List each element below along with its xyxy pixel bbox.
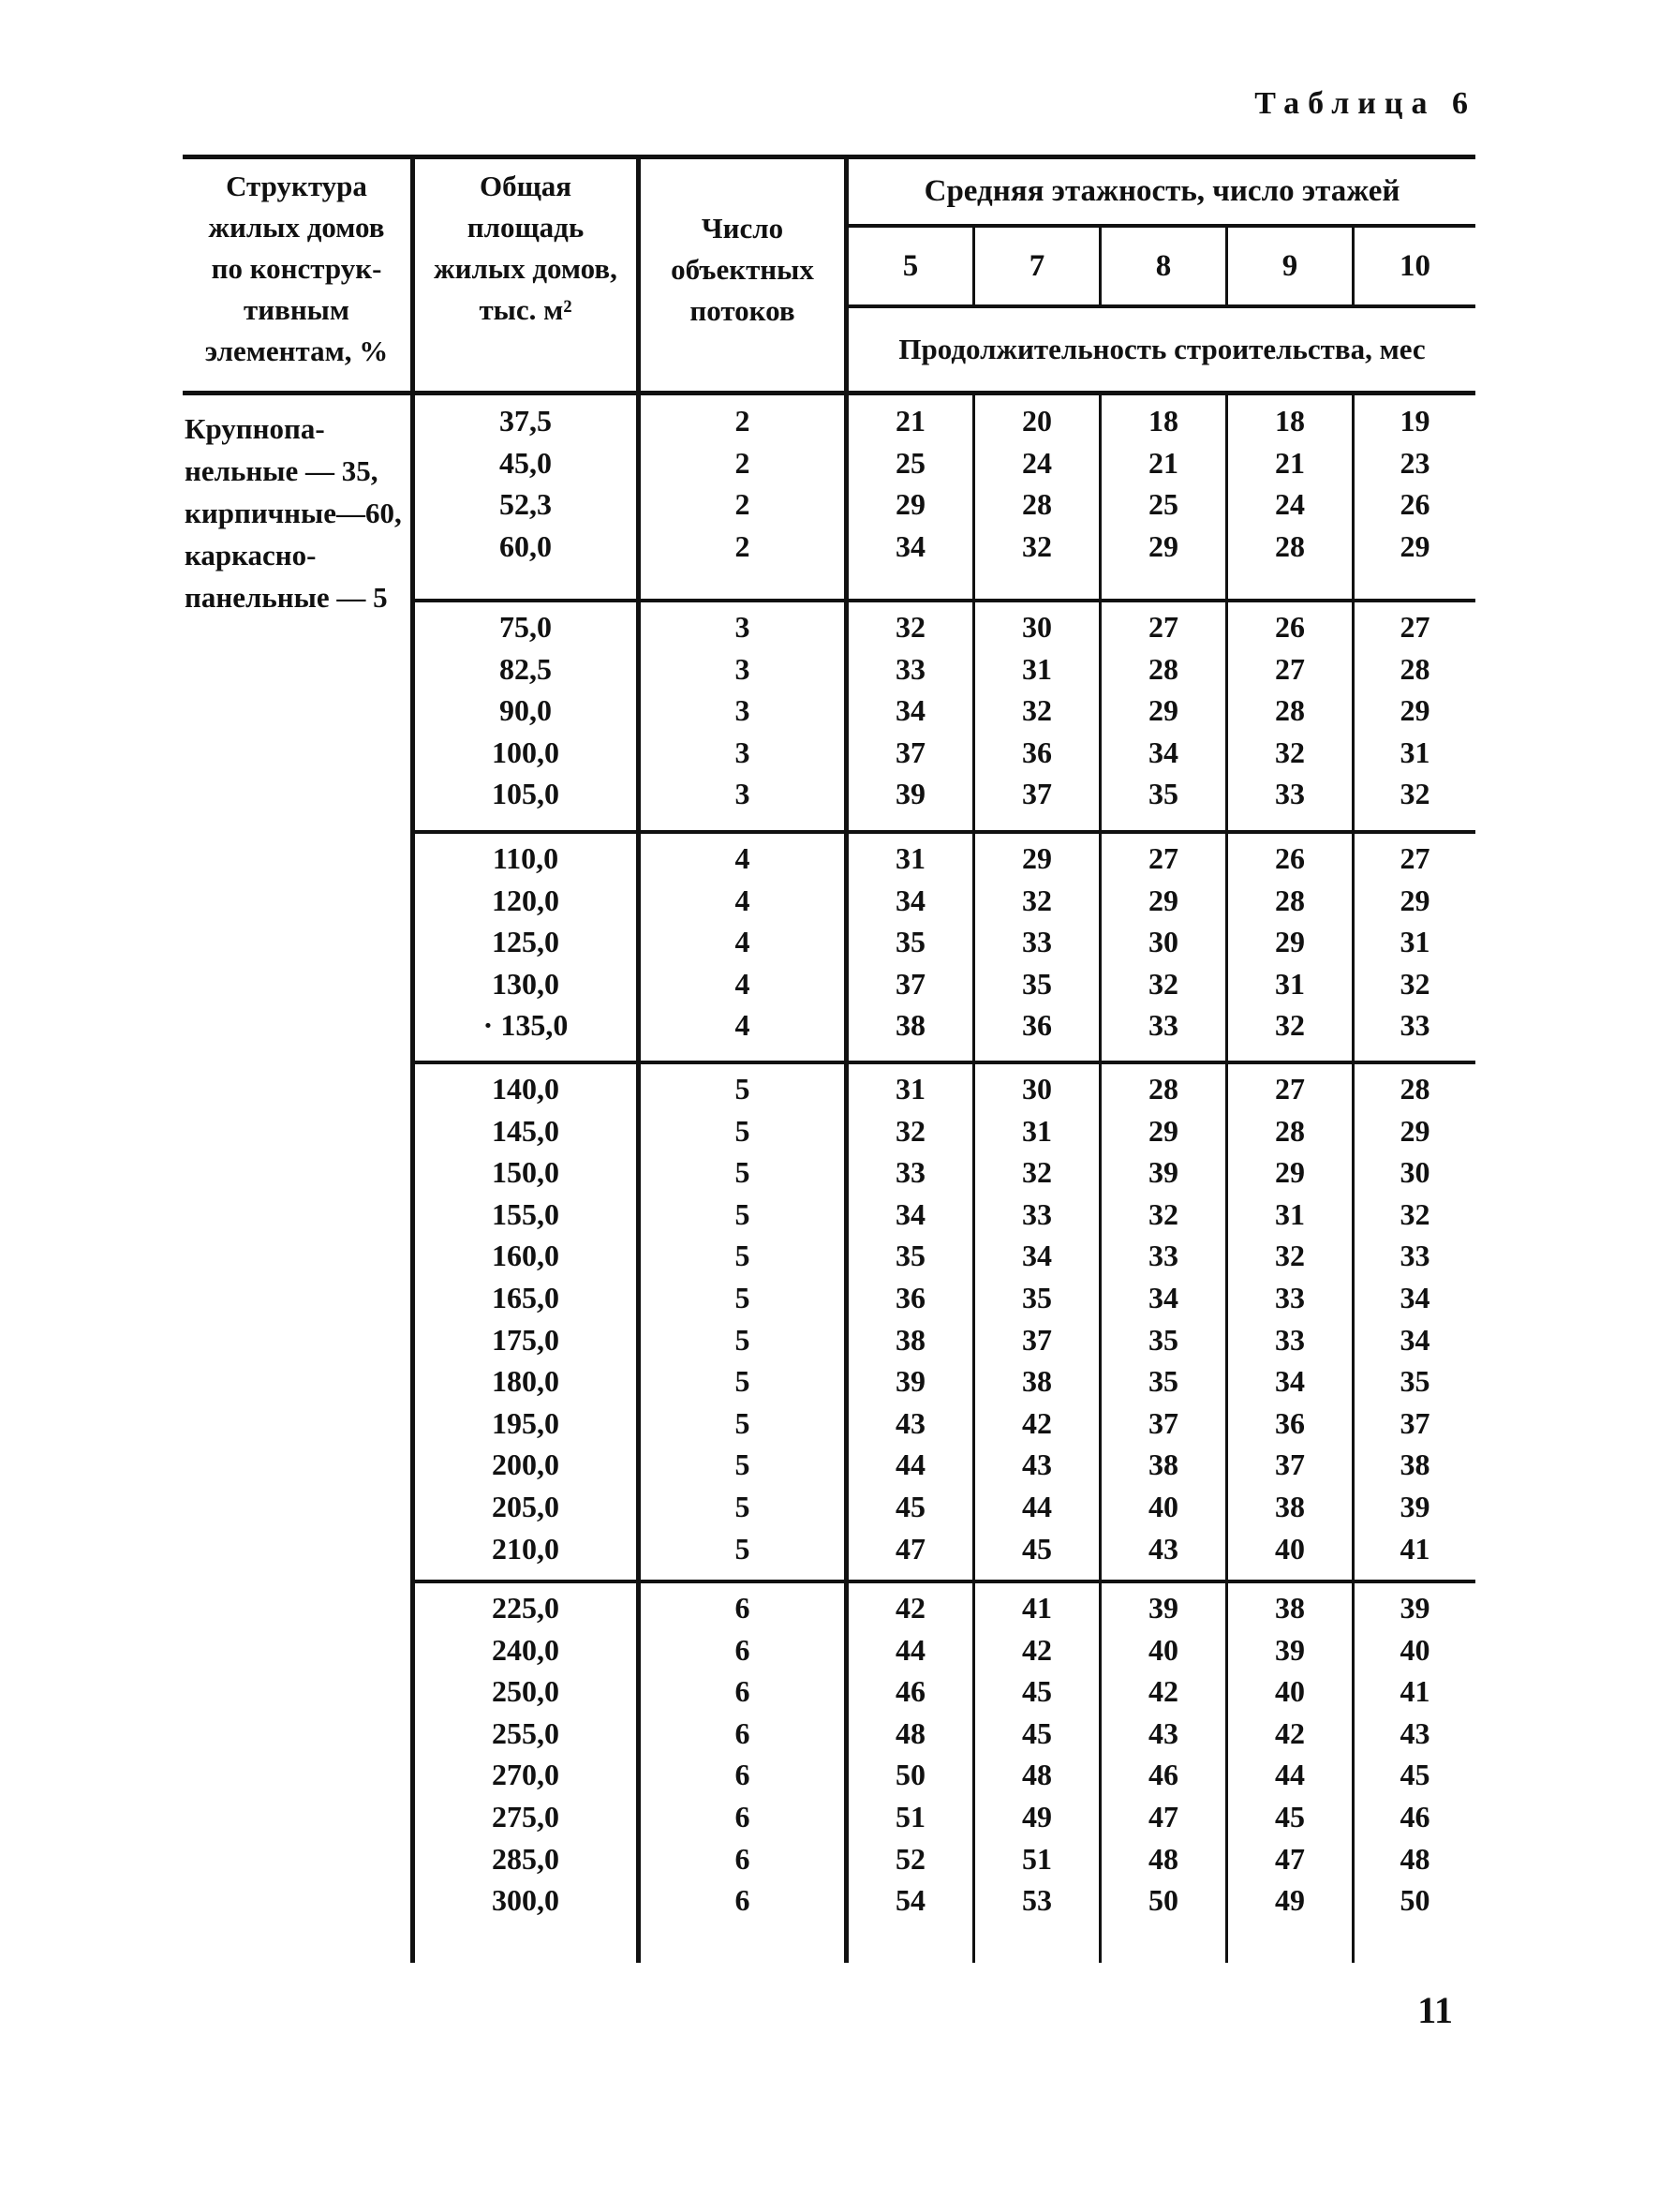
duration-5-cell: 50 [896, 1758, 926, 1792]
duration-5-cell: 33 [896, 1155, 926, 1190]
duration-10-cell: 41 [1400, 1674, 1430, 1709]
table-row [183, 1360, 1475, 1403]
area-cell: 300,0 [492, 1883, 559, 1918]
duration-9-cell: 40 [1275, 1531, 1305, 1566]
duration-8-cell: 35 [1148, 1364, 1178, 1399]
duration-10-cell: 40 [1400, 1632, 1430, 1667]
duration-9-cell: 27 [1275, 1072, 1305, 1106]
duration-5-cell: 31 [896, 841, 926, 875]
duration-10-cell: 48 [1400, 1841, 1430, 1876]
duration-5-cell: 29 [896, 487, 926, 522]
area-cell: 285,0 [492, 1841, 559, 1876]
duration-9-cell: 39 [1275, 1632, 1305, 1667]
flows-cell: 5 [734, 1531, 750, 1566]
table-row [183, 1629, 1475, 1671]
table-row [183, 1670, 1475, 1713]
duration-8-cell: 40 [1148, 1490, 1178, 1523]
duration-7-cell: 30 [1022, 610, 1052, 644]
flows-cell: 6 [734, 1758, 750, 1792]
duration-7-cell: 37 [1022, 1322, 1052, 1357]
duration-7-cell: 32 [1022, 1155, 1052, 1190]
table-row [183, 1713, 1475, 1755]
duration-10-cell: 37 [1400, 1405, 1430, 1440]
area-cell: 145,0 [492, 1113, 559, 1148]
duration-5-cell: 33 [896, 651, 926, 686]
duration-9-cell: 21 [1275, 445, 1305, 480]
duration-7-cell: 53 [1022, 1883, 1052, 1918]
area-cell: 52,3 [499, 487, 552, 522]
flows-cell: 5 [734, 1490, 750, 1523]
flows-cell: 4 [734, 883, 750, 917]
duration-9-cell: 37 [1275, 1447, 1305, 1482]
area-cell: 130,0 [492, 966, 559, 1001]
duration-10-cell: 28 [1400, 1072, 1430, 1106]
duration-8-cell: 30 [1148, 925, 1178, 959]
duration-9-cell: 31 [1275, 966, 1305, 1001]
duration-5-cell: 44 [896, 1632, 926, 1667]
duration-8-cell: 29 [1148, 693, 1178, 728]
flows-cell: 2 [734, 445, 750, 480]
area-cell: 200,0 [492, 1447, 559, 1482]
duration-9-cell: 27 [1275, 651, 1305, 686]
duration-7-cell: 29 [1022, 841, 1052, 875]
flows-cell: 5 [734, 1196, 750, 1231]
duration-8-cell: 28 [1148, 651, 1178, 686]
duration-5-cell: 21 [896, 404, 926, 438]
area-cell: 270,0 [492, 1758, 559, 1792]
flows-cell: 4 [734, 966, 750, 1001]
table-row [183, 1068, 1475, 1110]
area-cell: 100,0 [492, 735, 559, 769]
duration-9-cell: 33 [1275, 1322, 1305, 1357]
duration-7-cell: 28 [1022, 487, 1052, 522]
duration-10-cell: 35 [1400, 1364, 1430, 1399]
duration-7-cell: 42 [1022, 1405, 1052, 1440]
duration-5-cell: 37 [896, 966, 926, 1001]
duration-9-cell: 45 [1275, 1800, 1305, 1833]
duration-9-cell: 28 [1275, 693, 1305, 728]
table-row [183, 690, 1475, 732]
area-cell: 82,5 [499, 651, 552, 686]
duration-10-cell: 39 [1400, 1591, 1430, 1625]
area-cell: 45,0 [499, 445, 552, 480]
duration-9-cell: 34 [1275, 1364, 1305, 1399]
duration-7-cell: 45 [1022, 1674, 1052, 1709]
duration-10-cell: 38 [1400, 1447, 1430, 1482]
data-table [183, 155, 1475, 1963]
area-cell: 205,0 [492, 1490, 559, 1523]
area-cell: 225,0 [492, 1591, 559, 1625]
flows-cell: 5 [734, 1447, 750, 1482]
header-bottom-rule [183, 391, 1475, 395]
flows-cell: 4 [734, 1008, 750, 1043]
table-row [183, 442, 1475, 484]
duration-9-cell: 24 [1275, 487, 1305, 522]
area-cell: · 135,0 [482, 1008, 569, 1043]
table-row [183, 483, 1475, 526]
duration-10-cell: 34 [1400, 1281, 1430, 1314]
duration-5-cell: 39 [896, 1364, 926, 1399]
duration-8-cell: 46 [1148, 1758, 1178, 1792]
duration-7-cell: 49 [1022, 1800, 1052, 1833]
table-row [183, 1004, 1475, 1047]
duration-10-cell: 32 [1400, 966, 1430, 1001]
area-cell: 75,0 [499, 610, 552, 644]
duration-10-cell: 26 [1400, 487, 1430, 522]
duration-8-cell: 50 [1148, 1883, 1178, 1918]
duration-7-cell: 36 [1022, 735, 1052, 769]
flows-cell: 5 [734, 1239, 750, 1273]
header-floor-5: 5 [902, 248, 919, 283]
duration-9-cell: 32 [1275, 1239, 1305, 1273]
header-floor-8: 8 [1155, 248, 1172, 283]
flows-cell: 2 [734, 487, 750, 522]
duration-9-cell: 36 [1275, 1405, 1305, 1440]
header-floor-9: 9 [1281, 248, 1298, 283]
table-row [183, 1587, 1475, 1629]
header-floors-group: Средняя этажность, число этажей [924, 174, 1400, 208]
duration-5-cell: 34 [896, 883, 926, 917]
duration-8-cell: 37 [1148, 1405, 1178, 1440]
table-row [183, 1796, 1475, 1838]
duration-10-cell: 31 [1400, 735, 1430, 769]
duration-10-cell: 32 [1400, 1196, 1430, 1231]
table-row [183, 963, 1475, 1005]
area-cell: 155,0 [492, 1196, 559, 1231]
duration-5-cell: 37 [896, 735, 926, 769]
duration-7-cell: 31 [1022, 651, 1052, 686]
table-row [183, 526, 1475, 568]
duration-8-cell: 25 [1148, 487, 1178, 522]
header-floor-7: 7 [1029, 248, 1045, 283]
table-row [183, 1235, 1475, 1277]
duration-10-cell: 43 [1400, 1715, 1430, 1750]
flows-cell: 3 [734, 693, 750, 728]
table-row [183, 1444, 1475, 1486]
flows-cell: 5 [734, 1113, 750, 1148]
area-cell: 140,0 [492, 1072, 559, 1106]
header-duration: Продолжительность строительства, мес [898, 333, 1426, 365]
area-cell: 120,0 [492, 883, 559, 917]
duration-5-cell: 48 [896, 1715, 926, 1750]
header-flows: Число объектных потоков [671, 212, 814, 327]
table-row [183, 1403, 1475, 1445]
duration-7-cell: 51 [1022, 1841, 1052, 1876]
flows-cell: 6 [734, 1800, 750, 1833]
flows-cell: 5 [734, 1072, 750, 1106]
duration-9-cell: 29 [1275, 925, 1305, 959]
duration-9-cell: 38 [1275, 1490, 1305, 1523]
duration-5-cell: 43 [896, 1405, 926, 1440]
table-row [183, 1528, 1475, 1570]
table-row [183, 921, 1475, 963]
table-row [183, 880, 1475, 922]
area-cell: 175,0 [492, 1322, 559, 1357]
duration-5-cell: 44 [896, 1447, 926, 1482]
duration-7-cell: 34 [1022, 1239, 1052, 1273]
duration-8-cell: 40 [1148, 1632, 1178, 1667]
duration-10-cell: 41 [1400, 1531, 1430, 1566]
duration-5-cell: 34 [896, 528, 926, 563]
duration-8-cell: 18 [1148, 404, 1178, 438]
duration-10-cell: 46 [1400, 1800, 1430, 1833]
duration-8-cell: 33 [1148, 1008, 1178, 1043]
area-cell: 195,0 [492, 1405, 559, 1440]
header-floor-10: 10 [1400, 248, 1430, 283]
duration-7-cell: 31 [1022, 1113, 1052, 1148]
duration-5-cell: 46 [896, 1674, 926, 1709]
duration-10-cell: 28 [1400, 651, 1430, 686]
flows-cell: 6 [734, 1841, 750, 1876]
flows-cell: 5 [734, 1405, 750, 1440]
flows-cell: 6 [734, 1715, 750, 1750]
table-row [183, 838, 1475, 880]
area-cell: 165,0 [492, 1281, 559, 1314]
duration-8-cell: 29 [1148, 528, 1178, 563]
duration-8-cell: 38 [1148, 1447, 1178, 1482]
area-cell: 180,0 [492, 1364, 559, 1399]
duration-8-cell: 21 [1148, 445, 1178, 480]
duration-8-cell: 39 [1148, 1591, 1178, 1625]
duration-10-cell: 29 [1400, 883, 1430, 917]
table-caption: Таблица 6 [1254, 86, 1476, 121]
area-cell: 110,0 [492, 841, 559, 875]
duration-7-cell: 41 [1022, 1591, 1052, 1625]
duration-10-cell: 19 [1400, 404, 1430, 438]
structure-line: нельные — 35, [185, 454, 378, 487]
duration-9-cell: 44 [1275, 1758, 1305, 1792]
duration-8-cell: 48 [1148, 1841, 1178, 1876]
area-cell: 150,0 [492, 1155, 559, 1190]
area-cell: 37,5 [499, 404, 552, 438]
table-row [183, 1486, 1475, 1528]
duration-10-cell: 45 [1400, 1758, 1430, 1792]
duration-7-cell: 45 [1022, 1531, 1052, 1566]
duration-10-cell: 29 [1400, 693, 1430, 728]
duration-9-cell: 26 [1275, 841, 1305, 875]
duration-7-cell: 32 [1022, 528, 1052, 563]
flows-cell: 4 [734, 841, 750, 875]
flows-cell: 6 [734, 1632, 750, 1667]
table-row [183, 1754, 1475, 1796]
duration-8-cell: 29 [1148, 883, 1178, 917]
duration-8-cell: 32 [1148, 966, 1178, 1001]
structure-line: каркасно- [185, 539, 317, 572]
duration-7-cell: 24 [1022, 445, 1052, 480]
duration-10-cell: 31 [1400, 925, 1430, 959]
flows-cell: 3 [734, 777, 750, 811]
duration-8-cell: 28 [1148, 1072, 1178, 1106]
flows-cell: 3 [734, 610, 750, 644]
table-row [183, 1319, 1475, 1361]
area-cell: 240,0 [492, 1632, 559, 1667]
flows-cell: 4 [734, 925, 750, 959]
duration-8-cell: 34 [1148, 1281, 1178, 1314]
duration-9-cell: 49 [1275, 1883, 1305, 1918]
duration-7-cell: 38 [1022, 1364, 1052, 1399]
flows-cell: 6 [734, 1591, 750, 1625]
duration-7-cell: 37 [1022, 777, 1052, 811]
duration-5-cell: 31 [896, 1072, 926, 1106]
duration-7-cell: 30 [1022, 1072, 1052, 1106]
flows-cell: 6 [734, 1674, 750, 1709]
duration-8-cell: 29 [1148, 1113, 1178, 1148]
area-cell: 60,0 [499, 528, 552, 563]
duration-5-cell: 36 [896, 1281, 926, 1314]
duration-10-cell: 33 [1400, 1239, 1430, 1273]
duration-5-cell: 45 [896, 1490, 926, 1523]
table-row [183, 606, 1475, 648]
duration-8-cell: 42 [1148, 1674, 1178, 1709]
duration-8-cell: 35 [1148, 1322, 1178, 1357]
structure-line: Крупнопа- [185, 412, 325, 445]
duration-10-cell: 33 [1400, 1008, 1430, 1043]
duration-9-cell: 32 [1275, 735, 1305, 769]
duration-5-cell: 39 [896, 777, 926, 811]
table-row [183, 1277, 1475, 1319]
duration-5-cell: 32 [896, 610, 926, 644]
duration-7-cell: 44 [1022, 1490, 1052, 1523]
table-row [183, 732, 1475, 774]
duration-7-cell: 35 [1022, 1281, 1052, 1314]
duration-8-cell: 43 [1148, 1531, 1178, 1566]
table-row [183, 648, 1475, 690]
duration-5-cell: 32 [896, 1113, 926, 1148]
duration-9-cell: 33 [1275, 777, 1305, 811]
group-separator-rule [413, 1580, 1475, 1583]
flows-cell: 6 [734, 1883, 750, 1918]
duration-7-cell: 48 [1022, 1758, 1052, 1792]
group-separator-rule [413, 830, 1475, 834]
area-cell: 255,0 [492, 1715, 559, 1750]
duration-9-cell: 28 [1275, 1113, 1305, 1148]
flows-cell: 3 [734, 735, 750, 769]
duration-5-cell: 42 [896, 1591, 926, 1625]
duration-8-cell: 35 [1148, 777, 1178, 811]
flows-cell: 5 [734, 1322, 750, 1357]
area-cell: 125,0 [492, 925, 559, 959]
duration-5-cell: 54 [896, 1883, 926, 1918]
duration-10-cell: 30 [1400, 1155, 1430, 1190]
header-structure: Структура жилых домов по конструк- тивным элементам, % [204, 170, 389, 367]
flows-cell: 2 [734, 528, 750, 563]
structure-line: кирпичные—60, [185, 497, 402, 529]
duration-8-cell: 43 [1148, 1715, 1178, 1750]
duration-7-cell: 42 [1022, 1632, 1052, 1667]
duration-10-cell: 29 [1400, 1113, 1430, 1148]
flows-cell: 5 [734, 1155, 750, 1190]
area-cell: 90,0 [499, 693, 552, 728]
duration-9-cell: 28 [1275, 883, 1305, 917]
duration-8-cell: 34 [1148, 735, 1178, 769]
duration-10-cell: 27 [1400, 610, 1430, 644]
structure-line: панельные — 5 [185, 581, 388, 614]
duration-7-cell: 45 [1022, 1715, 1052, 1750]
duration-9-cell: 40 [1275, 1674, 1305, 1709]
duration-8-cell: 33 [1148, 1239, 1178, 1273]
duration-5-cell: 35 [896, 1239, 926, 1273]
duration-7-cell: 32 [1022, 883, 1052, 917]
table-row [183, 1194, 1475, 1236]
header-area: Общая площадь жилых домов, тыс. м² [434, 170, 617, 326]
duration-5-cell: 51 [896, 1800, 926, 1833]
duration-5-cell: 35 [896, 925, 926, 959]
duration-9-cell: 29 [1275, 1155, 1305, 1190]
duration-7-cell: 36 [1022, 1008, 1052, 1043]
duration-5-cell: 47 [896, 1531, 926, 1566]
duration-9-cell: 38 [1275, 1591, 1305, 1625]
duration-9-cell: 42 [1275, 1715, 1305, 1750]
table-row [183, 1838, 1475, 1880]
duration-9-cell: 18 [1275, 404, 1305, 438]
duration-10-cell: 39 [1400, 1490, 1430, 1523]
duration-7-cell: 43 [1022, 1447, 1052, 1482]
group-separator-rule [413, 599, 1475, 602]
table-row [183, 1879, 1475, 1922]
duration-7-cell: 33 [1022, 1196, 1052, 1231]
duration-10-cell: 34 [1400, 1322, 1430, 1357]
area-cell: 210,0 [492, 1531, 559, 1566]
area-cell: 250,0 [492, 1674, 559, 1709]
duration-9-cell: 32 [1275, 1008, 1305, 1043]
duration-10-cell: 23 [1400, 445, 1430, 480]
duration-8-cell: 32 [1148, 1196, 1178, 1231]
duration-8-cell: 27 [1148, 610, 1178, 644]
table-row [183, 1151, 1475, 1194]
duration-9-cell: 33 [1275, 1281, 1305, 1314]
duration-5-cell: 38 [896, 1322, 926, 1357]
duration-8-cell: 27 [1148, 841, 1178, 875]
duration-9-cell: 28 [1275, 528, 1305, 563]
duration-5-cell: 25 [896, 445, 926, 480]
flows-cell: 5 [734, 1364, 750, 1399]
duration-7-cell: 32 [1022, 693, 1052, 728]
flows-cell: 3 [734, 651, 750, 686]
duration-10-cell: 32 [1400, 777, 1430, 811]
duration-5-cell: 52 [896, 1841, 926, 1876]
duration-7-cell: 20 [1022, 404, 1052, 438]
duration-5-cell: 38 [896, 1008, 926, 1043]
duration-10-cell: 27 [1400, 841, 1430, 875]
duration-9-cell: 47 [1275, 1841, 1305, 1876]
duration-8-cell: 47 [1148, 1800, 1178, 1833]
table-row [183, 1110, 1475, 1152]
flows-cell: 2 [734, 404, 750, 438]
duration-7-cell: 33 [1022, 925, 1052, 959]
duration-10-cell: 50 [1400, 1883, 1430, 1918]
duration-9-cell: 31 [1275, 1196, 1305, 1231]
area-cell: 160,0 [492, 1239, 559, 1273]
flows-cell: 5 [734, 1281, 750, 1314]
duration-9-cell: 26 [1275, 610, 1305, 644]
table-row [183, 773, 1475, 815]
duration-5-cell: 34 [896, 1196, 926, 1231]
table-row [183, 400, 1475, 442]
area-cell: 105,0 [492, 777, 559, 811]
group-separator-rule [413, 1061, 1475, 1064]
duration-5-cell: 34 [896, 693, 926, 728]
duration-7-cell: 35 [1022, 966, 1052, 1001]
duration-8-cell: 39 [1148, 1155, 1178, 1190]
area-cell: 275,0 [492, 1800, 559, 1833]
page-number: 11 [1417, 1989, 1453, 2031]
duration-10-cell: 29 [1400, 528, 1430, 563]
